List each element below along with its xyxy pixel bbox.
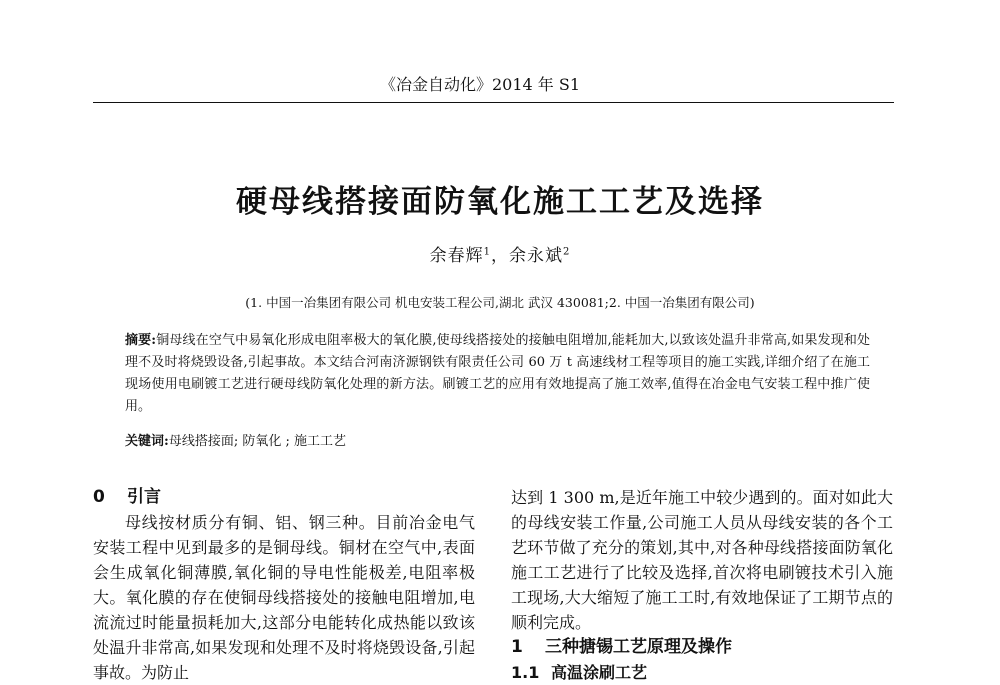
journal-header: 《冶金自动化》2014 年 S1 [380, 75, 581, 94]
body-paragraph: 达到 1 300 m,是近年施工中较少遇到的。面对如此大的母线安装工作量,公司施工人员从母线安装的各个工艺环节做了充分的策划,其中,对各种母线搭接面防氧化施工工艺进行了比较及选择,首次将电刷镀技术引入施工现场,大大缩短了施工工时,有效地保证了工期节点的顺利完成。 [511, 488, 893, 632]
author-affiliation-mark: 2 [563, 246, 571, 258]
author-affiliation-mark: 1 [483, 246, 491, 258]
paper-title: 硬母线搭接面防氧化施工工艺及选择 [236, 184, 764, 220]
abstract-text: 铜母线在空气中易氧化形成电阻率极大的氧化膜,使母线搭接处的接触电阻增加,能耗加大,以致该处温升非常高,如果发现和处理不及时将烧毁设备,引起事故。本文结合河南济源钢铁有限责任公司 60 万 t 高速线材工程等项目的施工实践,详细介绍了在施工现场使用电刷镀工艺进行硬母线防氧化处理的新方法。刷镀工艺的应用有效地提高了施工效率,值得在冶金电气安装工程中推广使用。 [125, 333, 870, 414]
section-heading-1 [511, 635, 893, 660]
header-rule [93, 102, 894, 103]
keywords-label: 关键词: [125, 434, 169, 449]
subsection-number: 1.1 [511, 663, 540, 682]
subsection-heading-1-1 [511, 660, 893, 685]
affiliation: (1. 中国一冶集团有限公司 机电安装工程公司,湖北 武汉 430081;2. 中国一冶集团有限公司) [245, 295, 755, 310]
author-separator: ， [491, 246, 509, 266]
section-heading-intro [93, 485, 475, 510]
abstract [125, 330, 870, 418]
keywords [125, 430, 346, 449]
section-title: 三种搪锡工艺原理及操作 [545, 637, 732, 657]
subsection-title: 高温涂刷工艺 [551, 663, 648, 682]
author-line [0, 241, 1000, 266]
abstract-label: 摘要: [125, 333, 157, 348]
keywords-text: 母线搭接面; 防氧化 ; 施工工艺 [168, 434, 346, 449]
section-title: 引言 [127, 487, 161, 507]
section-number: 1 [511, 637, 523, 657]
author-name: 余春辉 [429, 246, 484, 266]
right-column [511, 485, 893, 685]
author-name: 余永斌 [509, 246, 563, 266]
section-number: 0 [93, 487, 105, 507]
left-column [93, 485, 475, 685]
body-paragraph: 母线按材质分有铜、铝、钢三种。目前冶金电气安装工程中见到最多的是铜母线。铜材在空气中,表面会生成氧化铜薄膜,氧化铜的导电性能极差,电阻率极大。氧化膜的存在使铜母线搭接处的接触电阻增加,电流流过时能量损耗加大,这部分电能转化成热能以致该处温升非常高,如果发现和处理不及时将烧毁设备,引起事故。为防止 [93, 513, 475, 682]
